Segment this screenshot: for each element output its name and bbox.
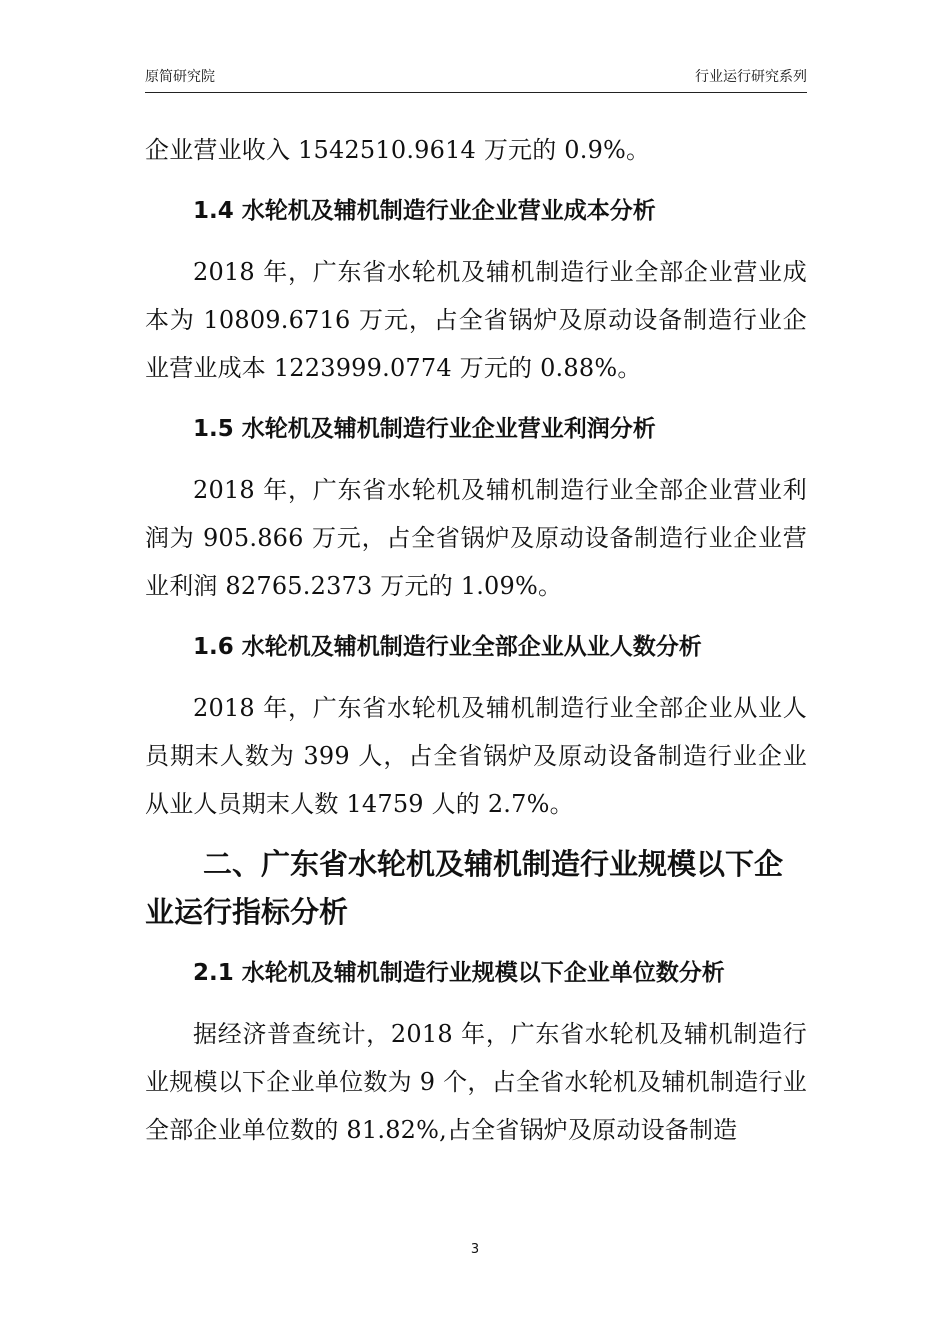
chapter-2 <box>145 840 807 936</box>
header-organization: 原简研究院 <box>145 69 215 85</box>
section-2-1 <box>145 952 807 1154</box>
section-2-1-heading: 2.1 水轮机及辅机制造行业规模以下企业单位数分析 <box>193 960 725 986</box>
page-header <box>145 68 807 93</box>
section-1-4-paragraph: 2018 年，广东省水轮机及辅机制造行业全部企业营业成本为 10809.6716 万元，占全省锅炉及原动设备制造行业企业营业成本 1223999.0774 万元的 0.88%。 <box>145 258 807 382</box>
document-content <box>145 126 807 1154</box>
section-1-5-paragraph: 2018 年，广东省水轮机及辅机制造行业全部企业营业利润为 905.866 万元，占全省锅炉及原动设备制造行业企业营业利润 82765.2373 万元的 1.09%。 <box>145 476 807 600</box>
section-1-6-paragraph: 2018 年，广东省水轮机及辅机制造行业全部企业从业人员期末人数为 399 人，占全省锅炉及原动设备制造行业企业从业人员期末人数 14759 人的 2.7%。 <box>145 694 807 818</box>
section-1-4 <box>145 190 807 392</box>
header-series-title: 行业运行研究系列 <box>695 69 807 85</box>
section-1-4-heading: 1.4 水轮机及辅机制造行业企业营业成本分析 <box>193 198 656 224</box>
section-2-1-paragraph: 据经济普查统计，2018 年，广东省水轮机及辅机制造行业规模以下企业单位数为 9 个，占全省水轮机及辅机制造行业全部企业单位数的 81.82%,占全省锅炉及原动设备制造 <box>145 1020 807 1144</box>
intro-continuation-paragraph: 企业营业收入 1542510.9614 万元的 0.9%。 <box>145 136 651 164</box>
chapter-2-heading: 二、广东省水轮机及辅机制造行业规模以下企业运行指标分析 <box>145 847 784 929</box>
section-1-6 <box>145 626 807 828</box>
section-1-6-heading: 1.6 水轮机及辅机制造行业全部企业从业人数分析 <box>193 634 702 660</box>
page-number: 3 <box>470 1242 480 1257</box>
section-1-5-heading: 1.5 水轮机及辅机制造行业企业营业利润分析 <box>193 416 656 442</box>
section-1-5 <box>145 408 807 610</box>
